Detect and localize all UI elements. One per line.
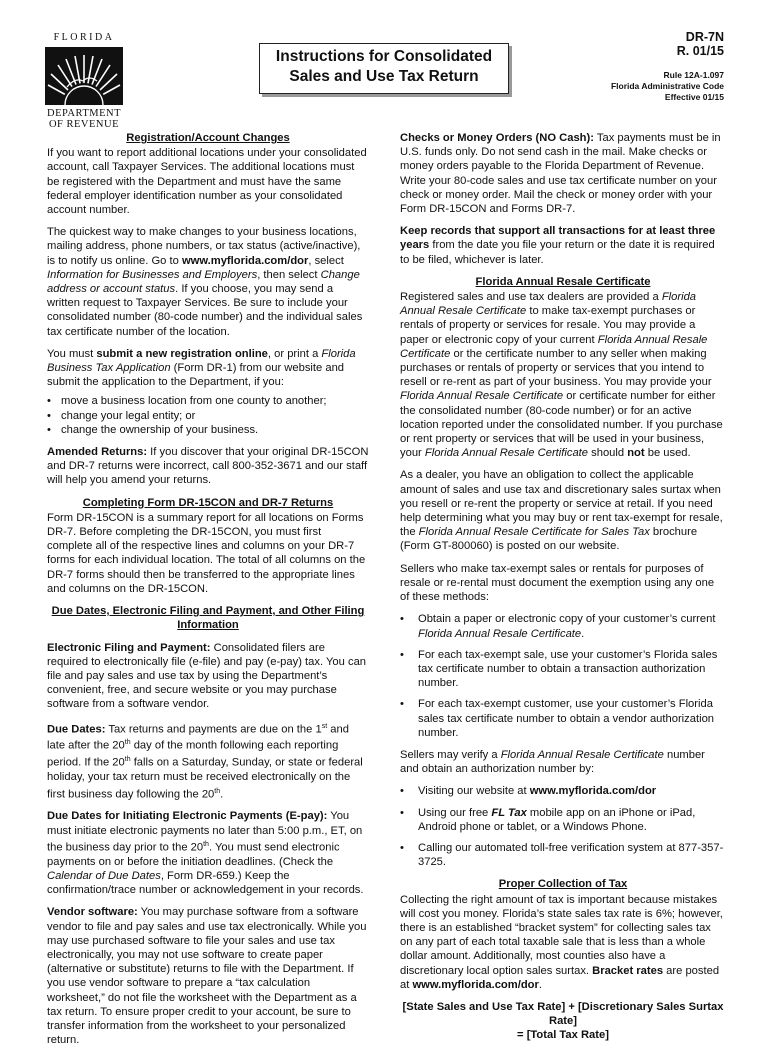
- heading-completing-forms: Completing Form DR-15CON and DR-7 Returns: [82, 496, 334, 509]
- list-item: • change your legal entity; or: [47, 409, 369, 423]
- rule-number: Rule 12A-1.097: [663, 70, 724, 80]
- dor-url[interactable]: www.myflorida.com/dor: [529, 785, 657, 798]
- para-keep-records: Keep records that support all transactions for at least three years from the date you file your return or the date it is required to be filed, whichever is later.: [400, 225, 716, 266]
- rule-citation: [611, 70, 724, 103]
- para-due-dates: Due Dates: Tax returns and payments are due on the 1st and late after the 20th day of the month following each reporting period. If the 20th falls on a Saturday, Sunday, or state or federal holiday, your tax return must be received electronically on the first business day following the 20th.: [47, 722, 363, 801]
- para-sellers-methods: Sellers who make tax-exempt sales or rentals for purposes of resale or re-rental must document the exemption using any one of these methods:: [400, 562, 715, 604]
- page-title: [259, 43, 509, 94]
- sunburst-logo-icon: [45, 47, 123, 105]
- formula-line-2: = [Total Tax Rate]: [517, 1029, 609, 1042]
- para-proper-collection: Collecting the right amount of tax is important because mistakes will cost you money. Florida’s state sales tax rate is 6%; however, there is an established “bracket system” for collecting sales tax on any part of each total taxable sale that is less than a whole dollar amount. Additionally, most counties also have a discretionary local option sales surtax. Bracket rates are posted at www.myflorida.com/dor.: [400, 893, 723, 991]
- dor-url[interactable]: www.myflorida.com/dor: [412, 978, 539, 991]
- verification-methods-list: [400, 784, 726, 869]
- para-electronic-filing: Electronic Filing and Payment: Consolidated filers are required to electronically file (e-file) and pay (e-pay) tax. You can file and pay sales and use tax by using the Department’s convenient, free, and secure website or you may purchase software from a software vendor.: [47, 641, 367, 711]
- heading-resale-certificate: Florida Annual Resale Certificate: [475, 275, 651, 288]
- list-item: • change the ownership of your business.: [47, 423, 369, 437]
- list-item: • For each tax-exempt customer, use your customer’s Florida sales tax certificate number to obtain a vendor authorization number.: [400, 697, 726, 740]
- left-column: [47, 131, 369, 1055]
- effective-date: Effective 01/15: [664, 92, 724, 102]
- para-amended-returns: Amended Returns: If you discover that your original DR-15CON and DR-7 returns were incorrect, call 800-352-3671 and our staff will help you amend your returns.: [47, 446, 369, 487]
- list-item: • Obtain a paper or electronic copy of your customer’s current Florida Annual Resale Certificate.: [400, 612, 726, 640]
- para-resale-certificate: Registered sales and use tax dealers are provided a Florida Annual Resale Certificate to make tax-exempt purchases or rentals of property or services for resale. You may provide a paper or electronic copy of your current Florida Annual Resale Certificate or the certificate number to any seller when making purchases or rentals of property or services that you intend to resell or re-rent as part of your business. You may provide your Florida Annual Resale Certificate or certificate number for either the consolidated number (80-code number) or for an active location reported under the consolidated number. If you purchase or rent property or services that will be used in your business, your Florida Annual Resale Certificate should not be used.: [400, 291, 723, 460]
- form-number: DR-7N: [685, 30, 724, 44]
- heading-proper-collection: Proper Collection of Tax: [498, 878, 628, 891]
- admin-code: Florida Administrative Code: [610, 81, 724, 91]
- para-online-changes: The quickest way to make changes to your business locations, mailing address, phone numbers, or tax status (active/inactive), is to notify us online. Go to www.myflorida.com/dor, select Information for Businesses and Employers, then select Change address or account status. If you choose, you may send a written request to Taxpayer Services. Be sure to include your consolidated number (80-code number) and the individual sales tax certificate number of the location.: [47, 226, 363, 338]
- para-vendor-software: Vendor software: You may purchase software from a software vendor to file and pay sales and use tax electronically. While you may use purchased software to file your sales and use tax electronically, you may not use software to create paper (alternative or substitute) returns to file with the Department. If you use vendor software to prepare a “tax calculation worksheet,” do not file the worksheet with the Department as a tax return. To ensure proper credit to your account, be sure to transfer information from the worksheet to your personalized return.: [47, 906, 367, 1047]
- formula-line-1: [State Sales and Use Tax Rate] + [Discretionary Sales Surtax Rate]: [402, 1000, 724, 1028]
- para-verify-certificate: Sellers may verify a Florida Annual Resale Certificate number and obtain an authorization number by:: [400, 748, 705, 776]
- logo-department-text: DEPARTMENT: [47, 108, 121, 119]
- list-item: • move a business location from one county to another;: [47, 394, 369, 408]
- dor-url[interactable]: www.myflorida.com/dor: [181, 254, 309, 267]
- registration-bullet-list: [47, 394, 369, 437]
- title-line-2: Sales and Use Tax Return: [289, 68, 479, 85]
- tax-rate-formula: [400, 1000, 726, 1043]
- exemption-methods-list: [400, 612, 726, 740]
- heading-registration: Registration/Account Changes: [126, 132, 290, 144]
- para-completing-forms: Form DR-15CON is a summary report for all locations on Forms DR-7. Before completing the DR-15CON, you must first complete all of the respective lines and columns on your DR-7 forms for each individual location. The total of all columns on the DR-7 forms should then be transferred to the appropriate lines and columns on the DR-15CON.: [47, 511, 366, 595]
- para-new-registration: You must submit a new registration online, or print a Florida Business Tax Application (Form DR-1) from our website and submit the application to the Department, if you:: [47, 347, 356, 389]
- para-additional-locations: If you want to report additional locations under your consolidated account, call Taxpayer Services. The additional locations must be registered with the Department and must have the same federal employer identification number as your consolidated account number.: [47, 147, 367, 217]
- logo-florida-text: FLORIDA: [53, 32, 115, 43]
- title-line-1: Instructions for Consolidated: [275, 48, 493, 65]
- list-item: • Using our free FL Tax mobile app on an iPhone or iPad, Android phone or tablet, or a Windows Phone.: [400, 806, 726, 834]
- right-column: [400, 131, 726, 1043]
- list-item: • Calling our automated toll-free verification system at 877-357-3725.: [400, 841, 726, 869]
- list-item: • Visiting our website at www.myflorida.com/dor: [400, 784, 726, 798]
- form-revision: R. 01/15: [676, 44, 724, 58]
- logo-revenue-text: OF REVENUE: [48, 119, 120, 130]
- form-identifier: [677, 30, 724, 58]
- para-dealer-obligation: As a dealer, you have an obligation to collect the applicable amount of sales and use tax and discretionary sales surtax when you resell or re-rent the property or service at retail. If you need help determining what you may buy or rent tax-exempt for resale, the Florida Annual Resale Certificate for Sales Tax brochure (Form GT-800060) is posted on our website.: [400, 469, 723, 553]
- heading-due-dates: Due Dates, Electronic Filing and Payment, and Other Filing Information: [51, 605, 365, 632]
- dor-logo: [40, 32, 128, 130]
- para-epay-due-dates: Due Dates for Initiating Electronic Payments (E-pay): You must initiate electronic payments no later than 5:00 p.m., ET, on the business day prior to the 20th. You must send electronic payments on or before the initiation deadlines. (Check the Calendar of Due Dates, Form DR-659.) Keep the confirmation/trace number or acknowledgement in your records.: [47, 810, 364, 897]
- para-checks-money-orders: Checks or Money Orders (NO Cash): Tax payments must be in U.S. funds only. Do not send cash in the mail. Make checks or money orders payable to the Florida Department of Revenue. Write your 80-code sales and use tax certificate number on your check or money order. Mail the check or money order with your Form DR-15CON and Forms DR-7.: [400, 132, 721, 216]
- list-item: • For each tax-exempt sale, use your customer’s Florida sales tax certificate number to obtain a transaction authorization number.: [400, 648, 726, 691]
